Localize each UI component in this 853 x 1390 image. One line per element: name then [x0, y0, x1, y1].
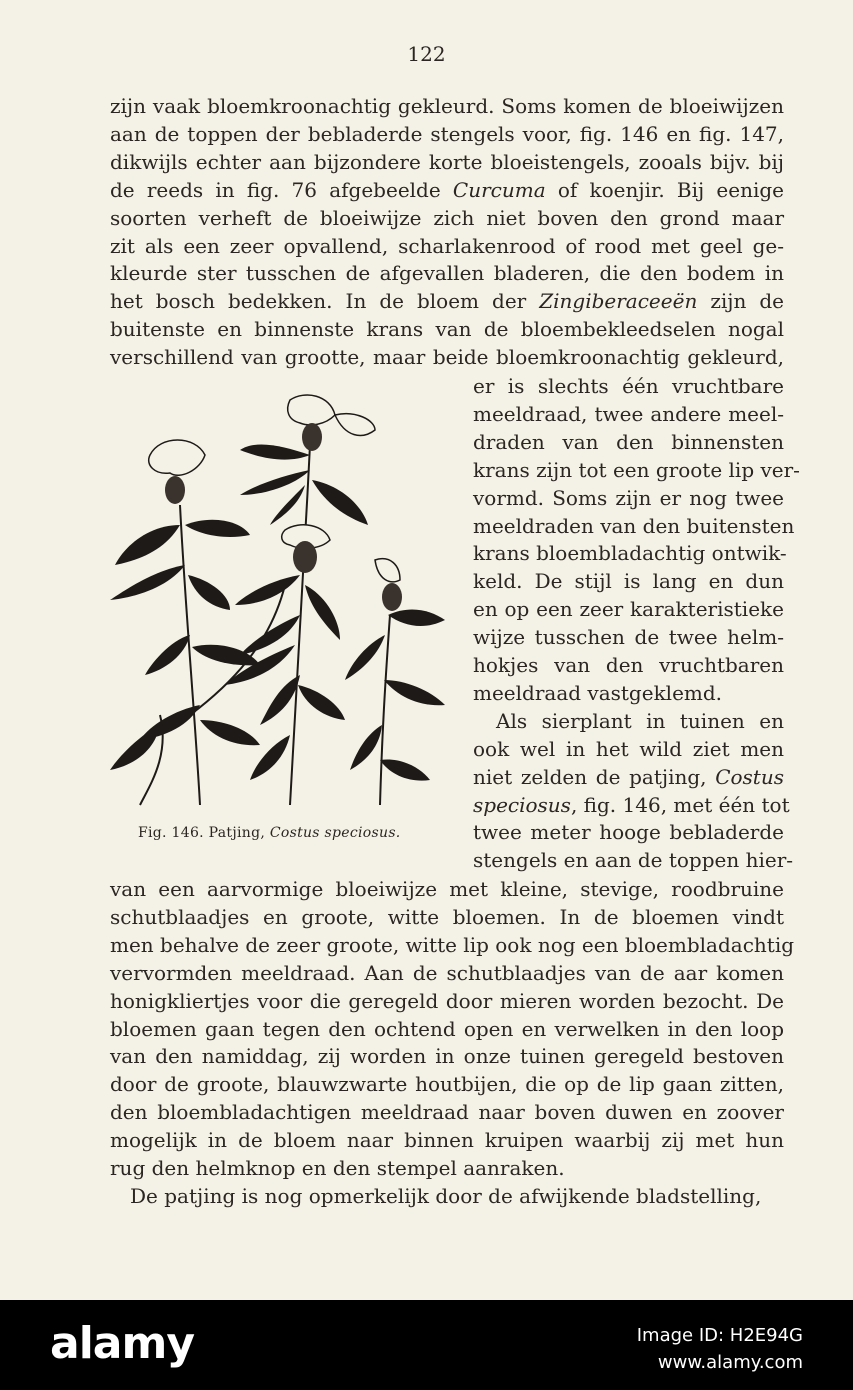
text-line: stengels en aan de toppen hier- [473, 848, 794, 872]
text-line: wijze tusschen de twee helm- [473, 625, 784, 649]
page-number: 122 [407, 42, 446, 66]
text-line: meeldraad, twee andere meel- [473, 402, 784, 426]
text-line: den bloembladachtigen meeldraad naar boven duwen en zoover [110, 1100, 784, 1124]
text-line: de reeds in fig. 76 afgebeelde Curcuma of koenjir. Bij eenige [110, 178, 784, 202]
text-line: vormd. Soms zijn er nog twee [473, 486, 784, 510]
text-line: door de groote, blauwzwarte houtbijen, die op de lip gaan zitten, [110, 1072, 784, 1096]
text-line: buitenste en binnenste krans van de bloembekleedselen nogal [110, 317, 784, 341]
text-line: krans zijn tot een groote lip ver- [473, 458, 800, 482]
text-line: vervormden meeldraad. Aan de schutblaadjes van de aar komen [110, 961, 784, 985]
caption-species: Costus speciosus. [269, 825, 401, 841]
text-line: hokjes van den vruchtbaren [473, 653, 784, 677]
brand-logo: alamy [50, 1318, 194, 1369]
text-line: men behalve de zeer groote, witte lip ook nog een bloembladachtig [110, 933, 795, 957]
text-line: zit als een zeer opvallend, scharlakenrood of rood met geel ge- [110, 234, 784, 258]
costus-speciosus-illustration [100, 385, 460, 815]
text-line: schutblaadjes en groote, witte bloemen. In de bloemen vindt [110, 905, 784, 929]
text-line: meeldraden van den buitensten [473, 514, 795, 538]
text-line: dikwijls echter aan bijzondere korte bloeistengels, zooals bijv. bij [110, 150, 784, 174]
site-url: www.alamy.com [657, 1352, 803, 1373]
text-line: keld. De stijl is lang en dun [473, 569, 784, 593]
caption-prefix: Fig. 146. Patjing, [138, 825, 270, 841]
text-line: verschillend van grootte, maar beide bloemkroonachtig gekleurd, [110, 345, 784, 369]
text-line: krans bloembladachtig ontwik- [473, 541, 787, 565]
text-line: mogelijk in de bloem naar binnen kruipen waarbij zij met hun [110, 1128, 784, 1152]
text-line: van een aarvormige bloeiwijze met kleine, stevige, roodbruine [110, 877, 784, 901]
image-id-label: Image ID: H2E94G [636, 1325, 803, 1346]
text-line: soorten verheft de bloeiwijze zich niet boven den grond maar [110, 206, 784, 230]
text-line: honigkliertjes voor die geregeld door mieren worden bezocht. De [110, 989, 784, 1013]
text-line: er is slechts één vruchtbare [473, 374, 784, 398]
text-line: Als sierplant in tuinen en [496, 709, 784, 733]
text-line: niet zelden de patjing, Costus [473, 765, 784, 789]
text-line: bloemen gaan tegen den ochtend open en verwelken in den loop [110, 1017, 784, 1041]
figure-caption [138, 825, 401, 841]
text-line: De patjing is nog opmerkelijk door de afwijkende bladstelling, [130, 1184, 762, 1208]
watermark-footer [0, 1300, 853, 1390]
text-line: zijn vaak bloemkroonachtig gekleurd. Soms komen de bloeiwijzen [110, 94, 784, 118]
text-line: het bosch bedekken. In de bloem der Zingiberaceeën zijn de [110, 289, 784, 313]
text-line: kleurde ster tusschen de afgevallen bladeren, die den bodem in [110, 261, 784, 285]
text-line: rug den helmknop en den stempel aanraken. [110, 1156, 565, 1180]
text-line: speciosus, fig. 146, met één tot [473, 793, 790, 817]
text-line: draden van den binnensten [473, 430, 784, 454]
text-line: en op een zeer karakteristieke [473, 597, 784, 621]
text-line: ook wel in het wild ziet men [473, 737, 784, 761]
text-line: van den namiddag, zij worden in onze tuinen geregeld bestoven [110, 1044, 784, 1068]
text-line: aan de toppen der bebladerde stengels voor, fig. 146 en fig. 147, [110, 122, 784, 146]
text-line: twee meter hooge bebladerde [473, 820, 784, 844]
text-line: meeldraad vastgeklemd. [473, 681, 723, 705]
